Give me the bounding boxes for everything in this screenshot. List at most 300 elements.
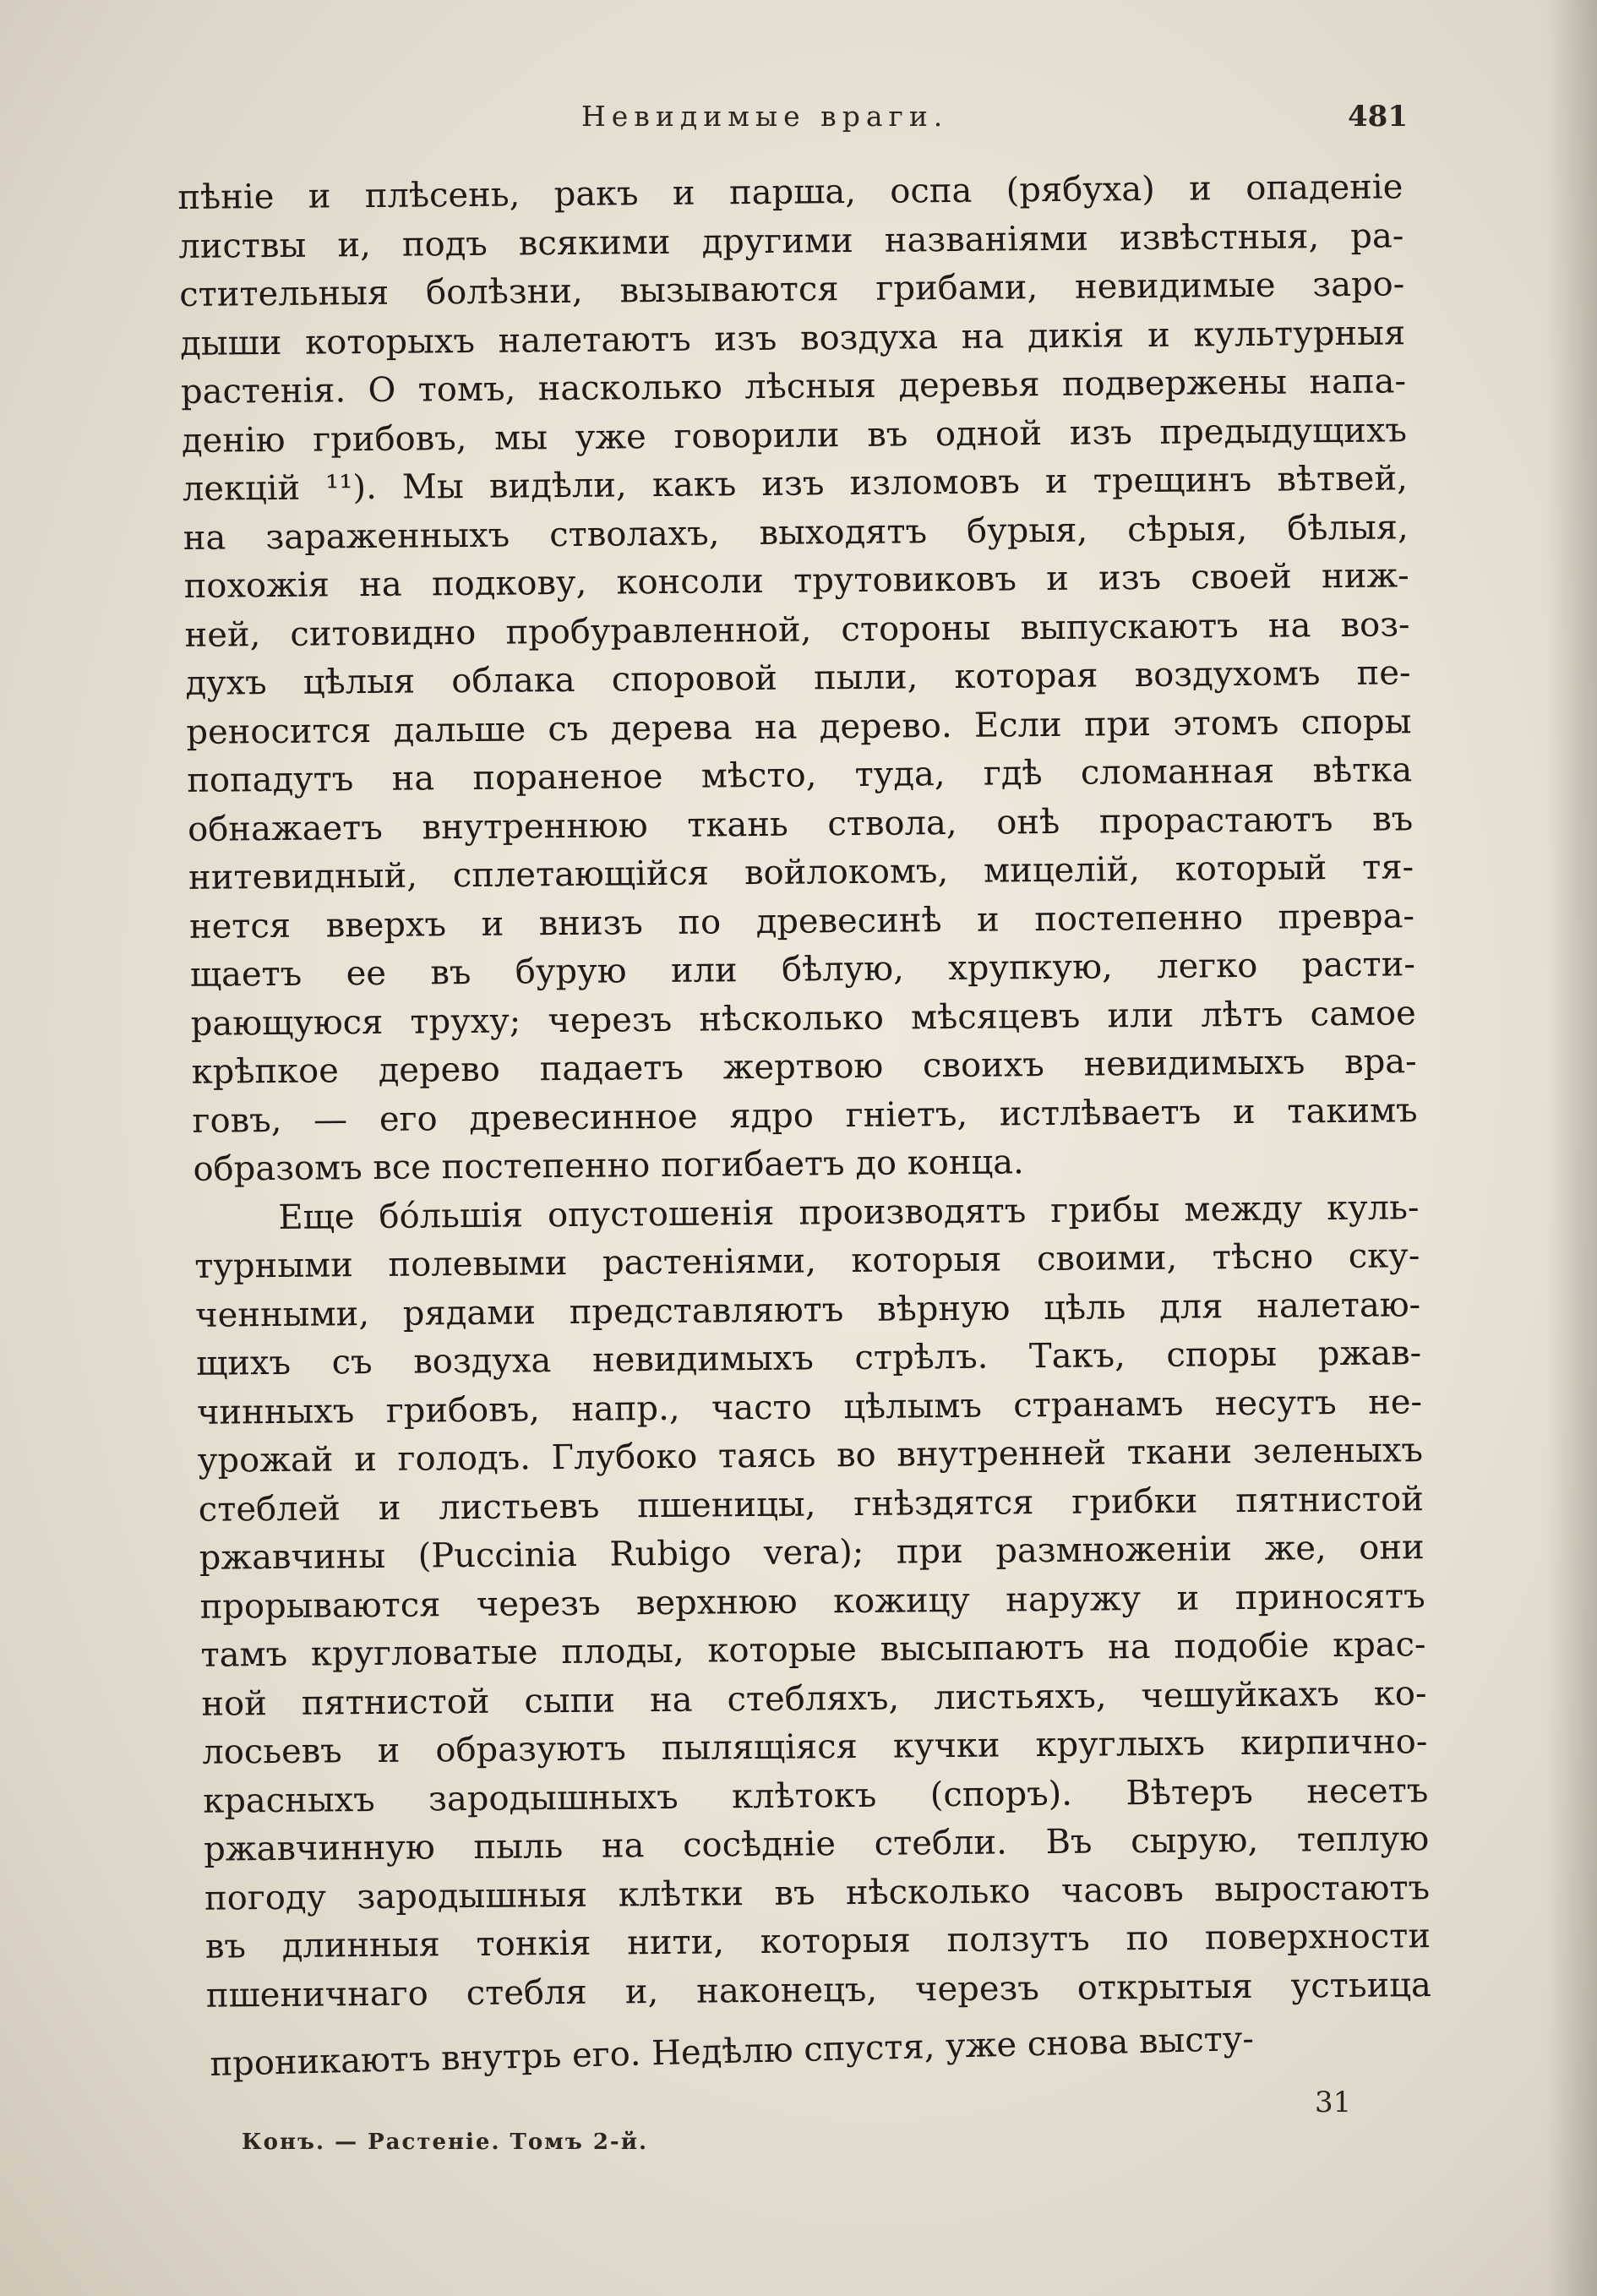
word: опустошенія [547,1193,775,1235]
word: на [649,1680,693,1720]
word: которыя [760,1921,912,1962]
word: цѣлыя [303,662,416,702]
paragraph-1 [177,163,1419,1194]
word: подвержены [1061,363,1288,404]
word: на [1267,605,1311,646]
word: облака [450,660,575,701]
word: лекцій [182,468,301,509]
word: видѣли, [488,466,628,506]
word: зародышныя [357,1875,588,1917]
word: зараженныхъ [265,515,510,557]
word: верхнюю [635,1582,798,1622]
word: пшеницы, [636,1484,816,1525]
word: болѣзни, [425,271,583,313]
word: всякими [518,222,671,263]
word: пѣніе [177,177,275,217]
word: изъ [761,464,825,504]
word: ней, [184,614,261,655]
word: грибки [1071,1481,1198,1522]
word: сплетающійся [452,854,710,896]
word: деревья [898,365,1040,406]
word: дальше [393,709,526,750]
word: стеблей [198,1488,341,1530]
word: и [378,1488,401,1528]
word: мѣсто, [700,755,817,796]
word: ткань [686,804,789,845]
word: ра- [1349,215,1404,256]
word: на [183,518,226,558]
word: черезъ [476,1584,601,1624]
word: между [1184,1188,1303,1230]
word: воз- [1340,604,1410,645]
word: на [391,759,435,799]
word: сѣрыя, [1126,509,1248,549]
word: сломанная [1080,751,1275,793]
word: или [670,951,738,990]
word: бѣлую, [781,949,905,990]
word: кожицу [832,1580,971,1621]
word: мы [493,417,548,458]
word: (споръ). [929,1774,1073,1814]
last-text-line [210,2015,1453,2084]
word: стительныя [178,273,390,314]
word: налетаю- [1256,1284,1421,1326]
word: ко- [1373,1673,1427,1714]
word: наружу [1005,1579,1142,1619]
word: листьяхъ, [933,1676,1107,1717]
word: vera); [763,1532,864,1573]
word: напр., [570,1388,680,1429]
word: денію [181,420,286,461]
word: которая [954,656,1098,696]
word: которыхъ [304,321,476,363]
word: своими, [1036,1238,1178,1279]
word: невидимыхъ [1083,1043,1305,1084]
word: сыпи [524,1681,616,1721]
word: падаетъ [539,1048,684,1089]
word: погоду [204,1877,327,1918]
word: расти- [1301,945,1416,985]
word: пораненое [472,756,663,798]
word: же, [1264,1529,1327,1568]
word: теплую [1296,1819,1430,1860]
word: стебли. [874,1823,1008,1863]
word: и, [624,1972,659,2011]
word: дыши [179,323,282,363]
word: Въ [1045,1822,1093,1862]
word: мѣсяцевъ [910,996,1081,1037]
word: стрѣлъ. [854,1337,989,1378]
word: выходятъ [759,511,928,553]
word: изъ [1069,412,1133,453]
word: вверхъ [325,904,447,945]
word: зеленыхъ [1252,1431,1424,1471]
body-text [177,163,1431,2020]
word: нитевидный, [188,856,418,897]
word: — [313,1099,348,1140]
word: напа- [1309,362,1407,402]
word: ржавчинную [203,1828,436,1869]
word: при [1083,704,1152,744]
word: невидимыхъ [591,1339,815,1380]
word: листьевъ [438,1486,600,1527]
word: лосьевъ [201,1732,343,1772]
page-header [0,100,1597,150]
word: говъ, [192,1100,282,1141]
word: названіями [884,219,1089,260]
word: одной [935,413,1043,454]
word: ржав- [1317,1333,1422,1374]
word: несутъ [1214,1383,1338,1423]
word: споровой [611,658,778,700]
word: и [672,173,695,213]
word: внутреннюю [422,805,648,847]
word: ползутъ [946,1919,1090,1961]
word: насколько [537,368,723,409]
word: подобіе [1173,1626,1310,1666]
word: изъ [1098,558,1162,598]
word: черезъ [548,1000,673,1040]
word: по [1126,1918,1169,1959]
word: Такъ, [1028,1336,1126,1377]
word: и [1176,1578,1200,1618]
word: съ [331,1343,373,1383]
word: тонкія [476,1923,591,1964]
word: трутовиковъ [793,559,1017,601]
word: Если [973,705,1062,745]
word: грибы [1049,1190,1160,1230]
word: нити, [626,1922,725,1963]
word: для [1158,1286,1224,1327]
word: ракъ [553,174,639,215]
word: ску- [1348,1236,1420,1276]
word: древесинное [468,1097,698,1138]
word: пыли, [813,657,918,698]
word: ствола, [827,803,957,843]
word: длинныя [281,1925,441,1966]
word: томъ, [417,369,516,410]
word: въ [774,1873,815,1913]
word: Мы [401,467,465,507]
word: и [377,1731,401,1770]
word: воздуха [799,317,939,358]
word: его [379,1099,438,1139]
word: ¹¹). [324,467,378,508]
word: и [481,904,504,944]
word: плоды, [560,1631,684,1672]
word: ткани [1126,1432,1233,1473]
word: вѣтка [1312,750,1413,791]
word: клѣтокъ [731,1775,877,1816]
word: клѣтки [618,1873,744,1914]
word: лѣсныя [744,366,877,407]
word: турными [193,1246,354,1286]
word: сосѣдніе [682,1824,837,1865]
signature-number: 31 [1315,2086,1352,2119]
word: уже [575,417,647,457]
word: бѣлыя, [1286,507,1409,548]
word: культурныя [1193,313,1406,355]
word: которые [707,1630,858,1671]
word: сырую, [1130,1820,1259,1862]
word: которыя [851,1240,1002,1281]
word: пыль [473,1827,564,1867]
word: предыдущихъ [1159,410,1408,452]
word: заро- [1311,265,1405,305]
word: въ [430,952,471,993]
word: древесинѣ [755,900,942,941]
word: духъ [185,663,268,703]
word: опаденіе [1245,167,1404,208]
word: этомъ [1172,703,1279,744]
footer-note: Конъ. — Растеніе. Томъ 2-й. [242,2130,649,2155]
word: открытыя [1076,1966,1254,2008]
word: круглыхъ [1035,1724,1206,1765]
word: пшеничнаго [205,1973,429,2015]
word: дикія [1027,315,1125,356]
word: лѣтъ [1200,995,1284,1034]
word: цѣль [1043,1287,1126,1328]
word: истлѣваетъ [999,1092,1202,1134]
word: грибовъ, [312,418,467,460]
word: тамъ [200,1634,288,1675]
word: пылящіяся [661,1727,858,1769]
word: пятнистой [1235,1479,1425,1520]
word: и [1232,1092,1256,1132]
word: они [1358,1528,1425,1568]
word: нется [188,906,292,946]
word: приносятъ [1235,1576,1425,1617]
word: вѣрную [876,1288,1011,1329]
word: ядро [728,1095,815,1136]
word: попадутъ [186,760,354,800]
text-line: образомъ все постепенно погибаетъ до конца. [193,1143,1025,1189]
word: и [1147,315,1171,355]
word: пробуравленной, [505,609,812,652]
word: консоли [616,561,765,603]
word: дерево [378,1050,501,1090]
word: на [1107,1627,1151,1667]
word: выростаютъ [1213,1868,1431,1909]
word: наконецъ, [695,1970,878,2011]
word: выпускаютъ [1020,606,1240,647]
word: полевыми [388,1243,568,1284]
word: нѣсколько [698,998,885,1039]
word: щаетъ [189,954,303,995]
word: крѣпкое [191,1051,340,1092]
word: вра- [1344,1042,1417,1082]
word: невидимые [1074,265,1276,307]
word: голодъ. [397,1438,531,1479]
word: хрупкую, [947,947,1114,989]
word: высыпаютъ [880,1628,1085,1669]
word: похожія [183,565,330,606]
word: рающуюся [190,1002,384,1044]
word: стволахъ, [548,513,720,554]
word: куль- [1326,1187,1420,1228]
word: кирпично- [1240,1722,1428,1764]
word: рядами [402,1292,537,1333]
word: дерева [610,707,733,749]
word: часто [711,1387,813,1428]
word: представляютъ [569,1290,844,1332]
word: и [1045,559,1070,599]
word: трещинъ [1093,460,1252,501]
word: ченными, [194,1294,370,1335]
word: изъ [713,319,777,358]
word: (Puccinia [417,1535,578,1576]
word: урожай [197,1440,334,1481]
word: во [836,1435,877,1475]
word: пятнистой [301,1682,490,1723]
word: таясь [717,1436,816,1476]
word: ее [346,953,387,994]
word: на [358,564,403,605]
word: внутренней [896,1433,1107,1475]
word: плѣсень, [364,175,521,216]
word: размноженіи [995,1530,1233,1571]
word: (рябуха) [1006,169,1156,210]
word: часовъ [1060,1870,1185,1911]
word: кругловатые [310,1633,538,1674]
word: грибами, [875,268,1038,308]
word: мицелій, [983,850,1141,891]
word: странамъ [1012,1384,1184,1425]
word: и [1044,461,1068,502]
word: гдѣ [983,754,1043,794]
word: Вѣтеръ [1126,1772,1254,1813]
word: въ [204,1927,247,1966]
word: въ [866,414,908,455]
word: своей [1190,557,1293,597]
word: такимъ [1286,1090,1418,1132]
word: растеніями, [602,1241,817,1283]
word: ржавчины [199,1536,386,1578]
word: ситовидно [290,613,477,654]
page-number: 481 [1348,100,1408,134]
word: бóльшія [379,1195,524,1236]
last-text-line-content: проникаютъ внутрь его. Недѣлю спустя, уже снова высту- [210,2019,1255,2084]
word: Глубоко [551,1437,698,1478]
word: парша, [728,172,857,213]
word: онѣ [995,802,1060,843]
running-title: Невидимые враги. [581,100,949,133]
word: какъ [651,465,737,505]
word: тя- [1361,848,1414,887]
text-line [205,1961,1431,2021]
word: устьица [1290,1965,1432,2006]
word: своихъ [922,1045,1045,1086]
word: на [961,316,1005,357]
word: красныхъ [202,1780,375,1821]
word: налетаютъ [498,319,691,361]
word: Rubigo [609,1534,732,1574]
word: говорили [673,415,840,456]
word: споры [1166,1334,1278,1375]
word: войлокомъ, [744,852,949,893]
word: труху; [410,1001,521,1042]
word: обнажаетъ [187,808,384,849]
word: или [1107,995,1175,1035]
word: дерево. [819,706,952,746]
word: бурыя, [966,510,1088,551]
word: грибовъ, [385,1389,541,1431]
word: гнѣздятся [853,1482,1034,1524]
word: не- [1367,1382,1423,1422]
word: несетъ [1305,1770,1429,1811]
word: черезъ [914,1968,1040,2009]
word: и, [337,225,372,265]
word: образуютъ [435,1729,627,1770]
word: споры [1300,701,1412,742]
word: по [677,902,722,942]
word: жертвою [722,1046,884,1088]
word: чешуйкахъ [1141,1674,1340,1715]
word: подкову, [431,563,587,604]
word: О [368,370,396,411]
word: на [754,707,798,747]
word: вѣтвей, [1277,459,1409,499]
word: листвы [177,226,307,266]
word: на [601,1826,645,1866]
word: прорастаютъ [1098,799,1333,841]
word: и [976,900,1000,940]
word: реносится [186,711,372,752]
word: при [896,1531,964,1572]
word: воздуха [412,1341,552,1382]
paragraph-2 [193,1184,1431,2021]
word: стебля [466,1972,588,2013]
word: внизъ [538,903,644,943]
word: тѣсно [1212,1237,1314,1278]
word: оспа [889,171,973,211]
word: производятъ [798,1191,1027,1233]
word: и [1188,169,1213,209]
word: нѣсколько [845,1871,1031,1912]
word: стороны [841,608,991,649]
word: другими [701,221,854,262]
word: Еще [278,1197,355,1237]
word: чинныхъ [196,1391,355,1432]
word: стебляхъ, [727,1678,900,1719]
word: и [308,177,331,216]
word: растенія. [180,371,346,412]
word: гніетъ, [845,1094,968,1135]
word: цѣлымъ [842,1386,983,1426]
word: превра- [1278,896,1415,937]
word: легко [1156,946,1258,986]
word: бурую [515,952,627,992]
word: туда, [854,755,946,795]
word: зародышныхъ [428,1777,679,1819]
word: постепенно [1033,897,1244,939]
word: и [353,1439,378,1480]
word: изломовъ [849,462,1021,504]
word: воздухомъ [1134,654,1321,695]
word: ниж- [1321,556,1409,597]
word: въ [1371,799,1414,839]
word: ной [201,1683,268,1724]
word: крас- [1332,1625,1426,1666]
word: вызываются [619,270,839,311]
word: кучки [892,1726,1000,1766]
word: пе- [1356,653,1411,693]
word: съ [548,709,589,749]
word: который [1175,848,1327,889]
word: подъ [401,224,488,265]
word: самое [1310,993,1417,1033]
word: щихъ [195,1343,292,1383]
